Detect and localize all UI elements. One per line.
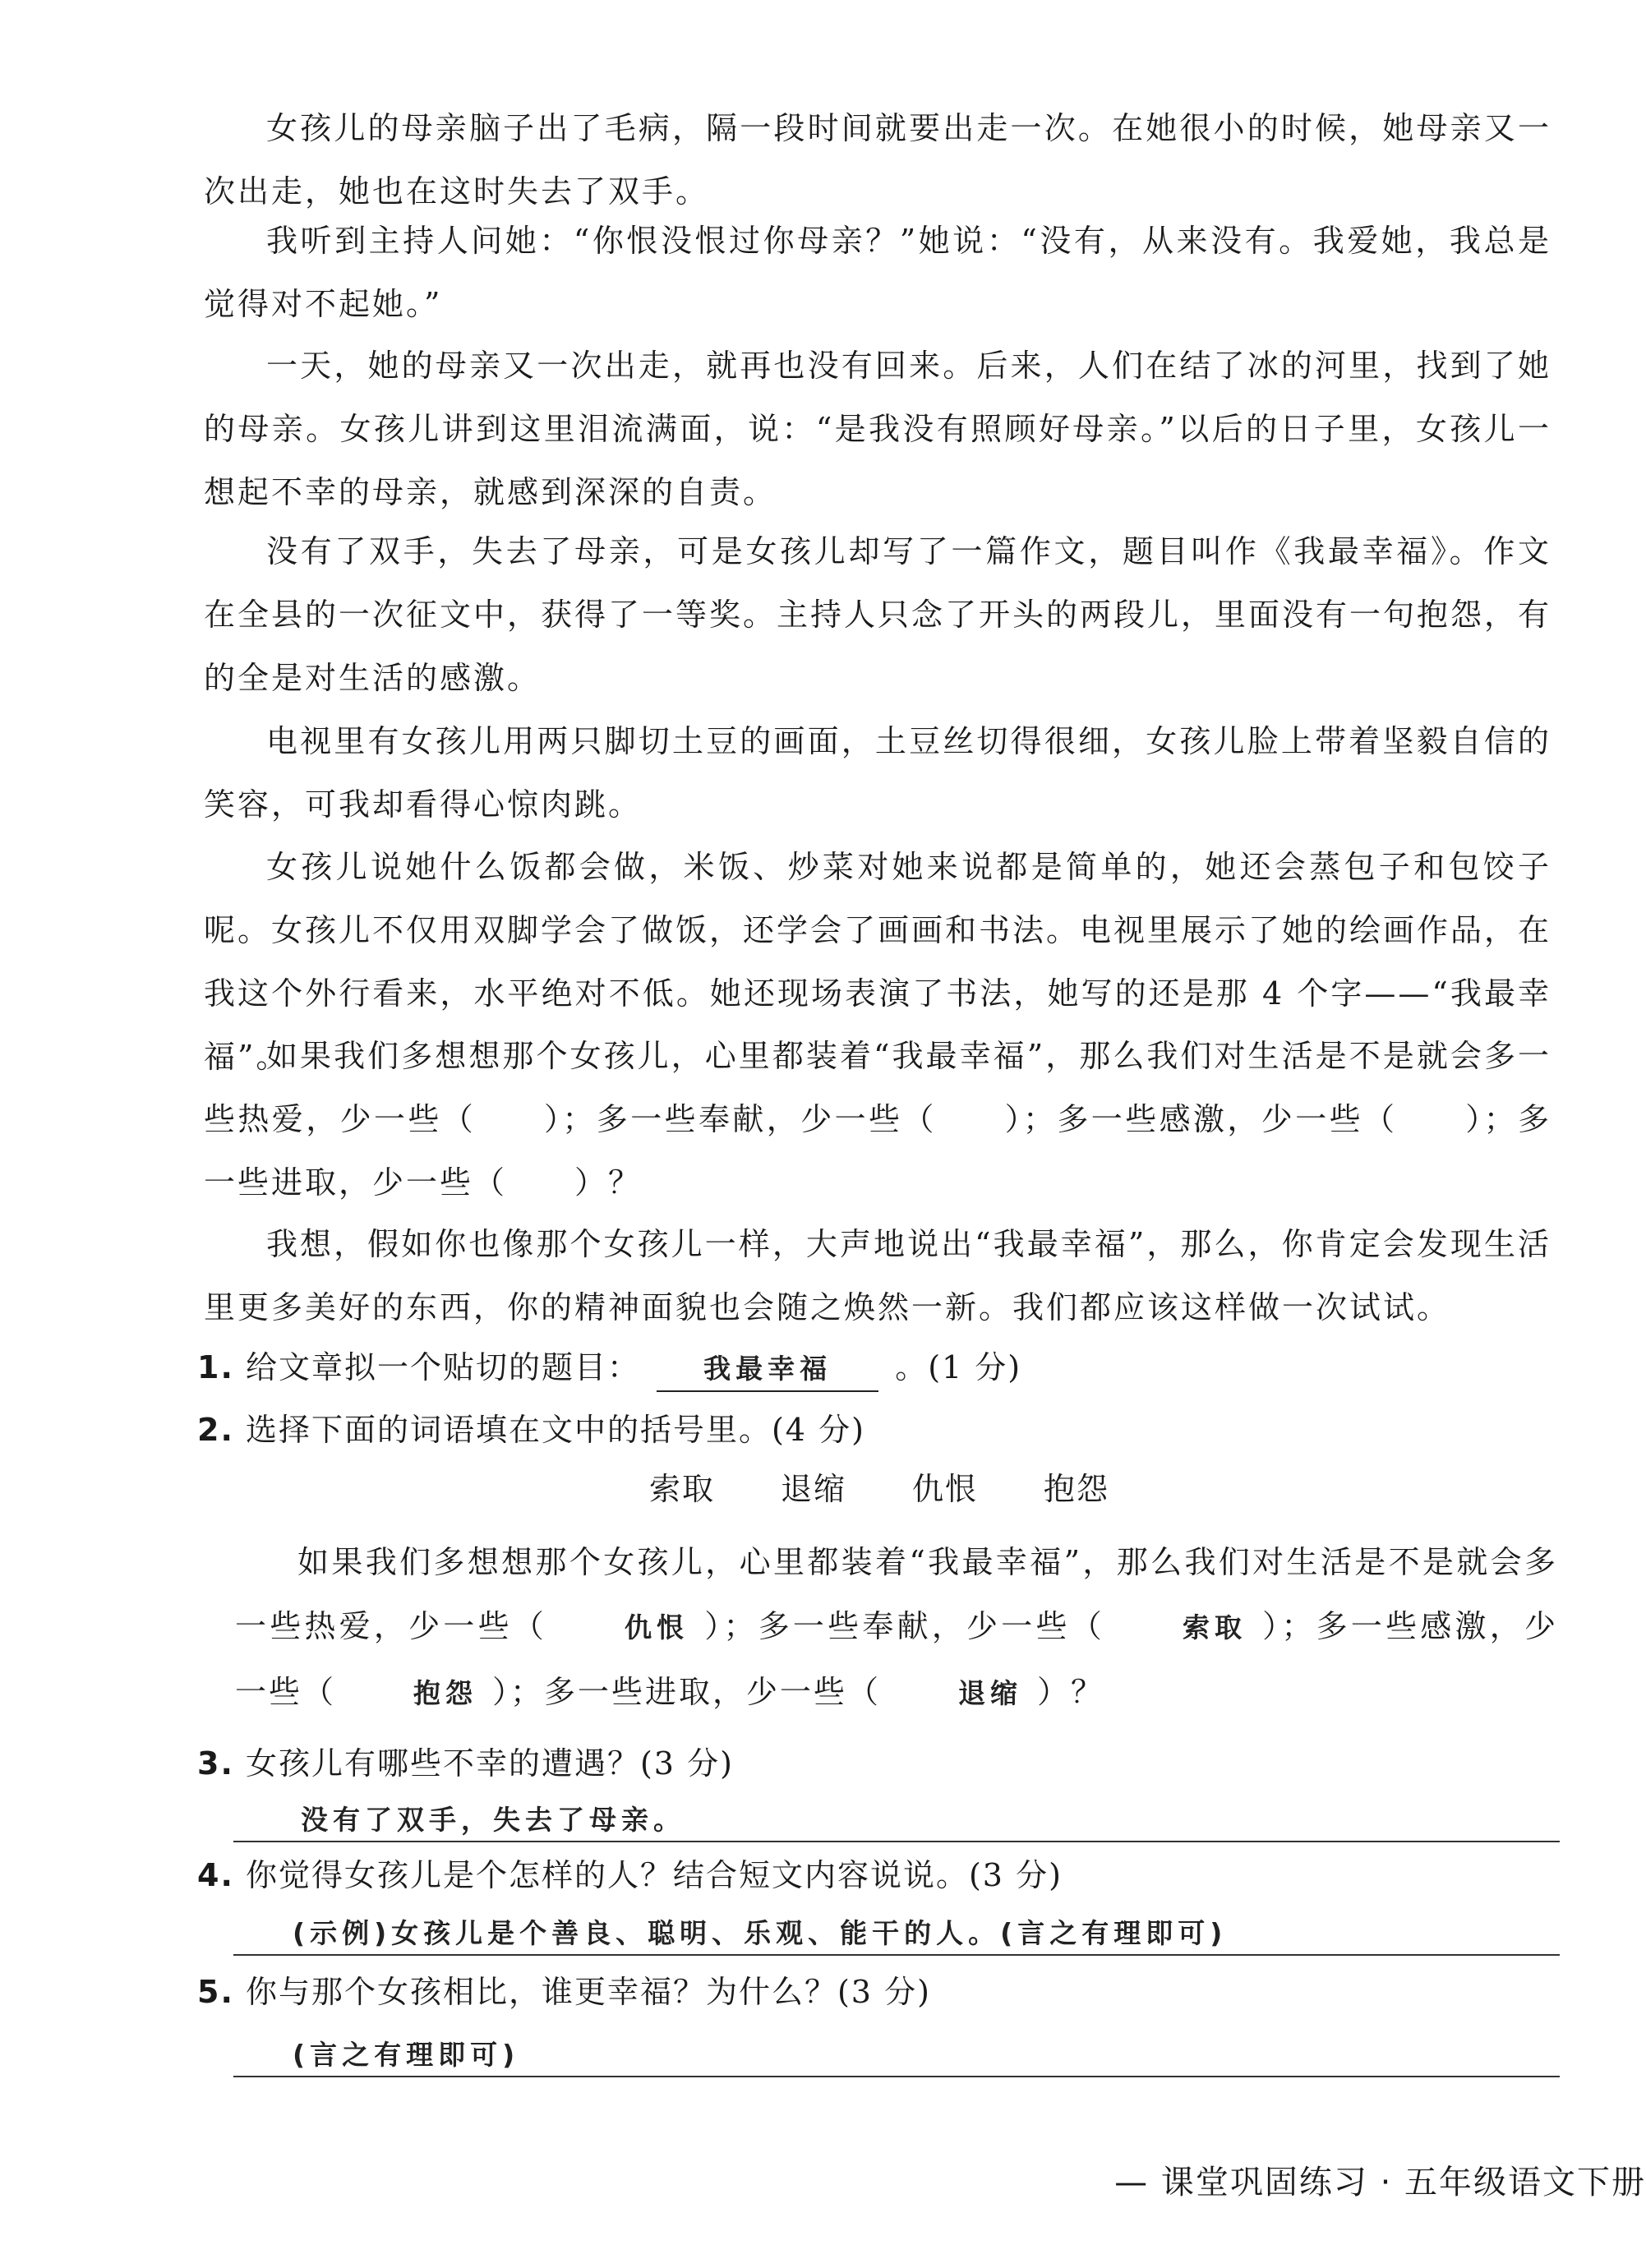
- question-5: [197, 1967, 1561, 2017]
- passage-paragraph-5: 电视里有女孩儿用两只脚切土豆的画面，土豆丝切得很细，女孩儿脸上带着坚毅自信的笑容，可我却看得心惊肉跳。: [204, 723, 1551, 823]
- word-bank-item: 索取: [649, 1471, 716, 1507]
- fill-answer-1[interactable]: 仇恨: [625, 1611, 689, 1643]
- handwritten-answer: 没有了双手，失去了母亲。: [301, 1804, 685, 1836]
- fill-answer-4[interactable]: 退缩: [958, 1677, 1023, 1709]
- fill-answer-2[interactable]: 索取: [1182, 1611, 1247, 1643]
- fill-text: ）；多一些奉献，少一些（: [703, 1608, 1105, 1644]
- fill-text: ）；多一些感激，少一些（: [235, 1608, 1558, 1710]
- title-answer-field[interactable]: [657, 1346, 878, 1392]
- answer-line-4[interactable]: [233, 1902, 1560, 1956]
- question-number: 3.: [197, 1745, 234, 1782]
- handwritten-answer: (言之有理即可): [293, 2039, 520, 2071]
- word-bank-item: 退缩: [781, 1471, 847, 1507]
- word-bank: [649, 1464, 1109, 1514]
- question-number: 5.: [197, 1974, 234, 2010]
- passage-paragraph-4: 没有了双手，失去了母亲，可是女孩儿却写了一篇作文，题目叫作《我最幸福》。作文在全县的一次征文中，获得了一等奖。主持人只念了开头的两段儿，里面没有一句抱怨，有的全是对生活的感激。: [204, 533, 1552, 696]
- question-1: [197, 1343, 1561, 1392]
- question-number: 4.: [197, 1857, 234, 1893]
- question-2: [197, 1405, 1561, 1454]
- answer-line-3[interactable]: [233, 1788, 1560, 1842]
- question-4: [197, 1851, 1561, 1900]
- question-number: 1.: [197, 1349, 234, 1385]
- fill-text: ）；多一些进取，少一些（: [492, 1674, 882, 1710]
- passage-paragraph-8: 我想，假如你也像那个女孩儿一样，大声地说出“我最幸福”，那么，你肯定会发现生活里更多美好的东西，你的精神面貌也会随之焕然一新。我们都应该这样做一次试试。: [204, 1226, 1551, 1325]
- question-3: [197, 1739, 1561, 1788]
- page-footer: — 课堂巩固练习 · 五年级语文下册: [1114, 2164, 1646, 2201]
- question-number: 2.: [197, 1412, 234, 1448]
- fill-text: 如果我们多想想那个女孩儿，心里都装着“我最幸福”，那么我们对生活是不是就会多一些热爱，少一些（: [235, 1544, 1558, 1644]
- fill-answer-3[interactable]: 抱怨: [413, 1677, 478, 1709]
- fill-in-paragraph: [235, 1530, 1558, 1726]
- fill-text: ）？: [1037, 1674, 1105, 1710]
- question-score: 。(1 分): [895, 1349, 1022, 1385]
- word-bank-item: 仇恨: [912, 1471, 979, 1507]
- word-bank-item: 抱怨: [1044, 1471, 1110, 1507]
- question-prompt: 选择下面的词语填在文中的括号里。(4 分): [245, 1412, 865, 1448]
- passage-paragraph-7: 如果我们多想想那个女孩儿，心里都装着“我最幸福”，那么我们对生活是不是就会多一些热爱，少一些（ ）；多一些奉献，少一些（ ）；多一些感激，少一些（ ）；多一些进取，少一些（ ）？: [204, 1038, 1551, 1201]
- question-prompt: 你觉得女孩儿是个怎样的人？结合短文内容说说。(3 分): [245, 1857, 1063, 1893]
- passage-paragraph-6: 女孩儿说她什么饭都会做，米饭、炒菜对她来说都是简单的，她还会蒸包子和包饺子呢。女孩儿不仅用双脚学会了做饭，还学会了画画和书法。电视里展示了她的绘画作品，在我这个外行看来，水平绝对不低。她还现场表演了书法，她写的还是那 4 个字——“我最幸福”。: [204, 849, 1552, 1075]
- question-prompt: 你与那个女孩相比，谁更幸福？为什么？(3 分): [245, 1974, 931, 2010]
- passage-paragraph-2: 我听到主持人问她：“你恨没恨过你母亲？”她说：“没有，从来没有。我爱她，我总是觉得对不起她。”: [204, 223, 1551, 322]
- answer-line-5[interactable]: [233, 2023, 1560, 2077]
- question-prompt: 女孩儿有哪些不幸的遭遇？(3 分): [245, 1745, 734, 1782]
- passage-paragraph-1: 女孩儿的母亲脑子出了毛病，隔一段时间就要出走一次。在她很小的时候，她母亲又一次出走，她也在这时失去了双手。: [204, 110, 1551, 210]
- passage-paragraph-3: 一天，她的母亲又一次出走，就再也没有回来。后来，人们在结了冰的河里，找到了她的母亲。女孩儿讲到这里泪流满面，说：“是我没有照顾好母亲。”以后的日子里，女孩儿一想起不幸的母亲，就感到深深的自责。: [204, 348, 1551, 510]
- handwritten-answer: (示例)女孩儿是个善良、聪明、乐观、能干的人。(言之有理即可): [293, 1917, 1228, 1949]
- handwritten-answer: 我最幸福: [703, 1353, 832, 1385]
- question-prompt: 给文章拟一个贴切的题目：: [245, 1349, 640, 1385]
